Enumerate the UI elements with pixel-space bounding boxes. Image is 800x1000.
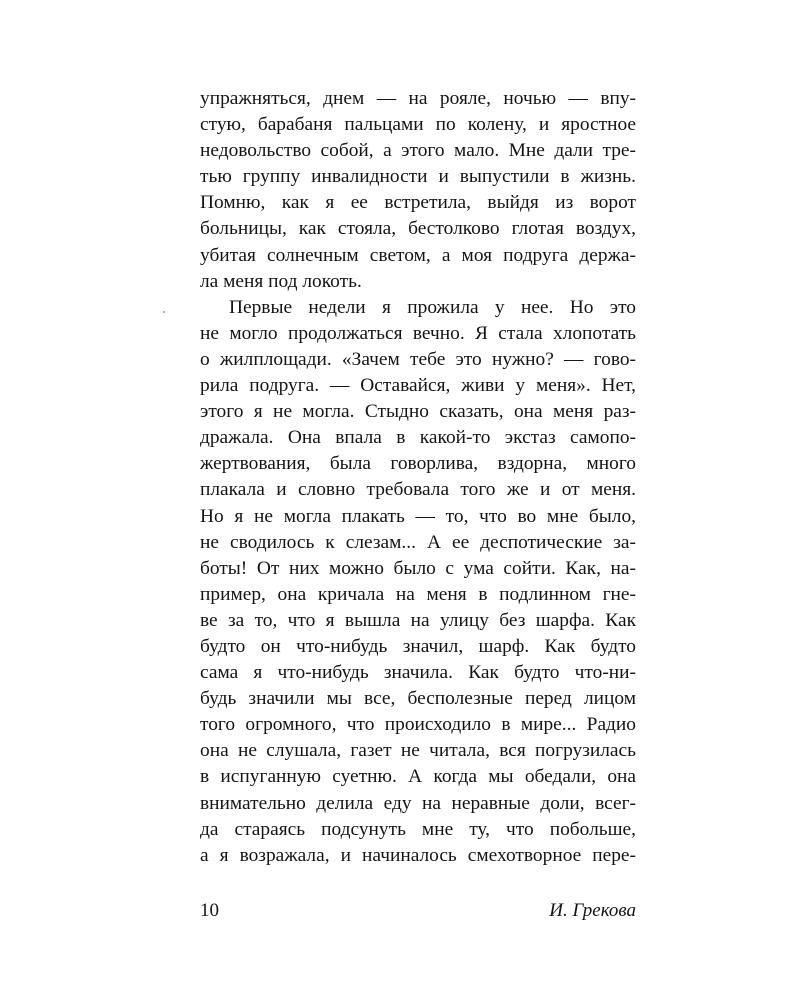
text-line: Помню, как я ее встретила, выйдя из ворот — [200, 192, 636, 214]
text-line: стую, барабаня пальцами по колену, и яростное — [200, 114, 636, 136]
print-speck — [163, 311, 165, 313]
text-line: пример, она кричала на меня в подлинном гне- — [200, 583, 636, 605]
text-line: Но я не могла плакать — то, что во мне было, — [200, 505, 636, 527]
text-line: сама я что-нибудь значила. Как будто что-ни- — [200, 662, 636, 684]
text-line: этого я не могла. Стыдно сказать, она меня раз- — [200, 401, 636, 423]
running-footer-author: И. Грекова — [549, 900, 636, 921]
text-line: рила подруга. — Оставайся, живи у меня». Нет, — [200, 375, 636, 397]
text-line: ве за то, что я вышла на улицу без шарфа. Как — [200, 609, 636, 631]
page-number: 10 — [200, 900, 219, 921]
text-line: она не слушала, газет не читала, вся погрузилась — [200, 740, 636, 762]
text-line: ла меня под локоть. — [200, 270, 362, 292]
text-line: плакала и словно требовала того же и от меня. — [200, 479, 636, 501]
text-line: будто он что-нибудь значил, шарф. Как будто — [200, 635, 636, 657]
text-line: того огромного, что происходило в мире... Радио — [200, 714, 636, 736]
text-line: да стараясь подсунуть мне ту, что побольше, — [200, 818, 636, 840]
text-line: жертвования, была говорлива, вздорна, много — [200, 453, 636, 475]
text-line: Первые недели я прожила у нее. Но это — [229, 296, 636, 318]
text-line: о жилплощади. «Зачем тебе это нужно? — гово- — [200, 348, 636, 370]
text-line: внимательно делила еду на неравные доли, всег- — [200, 792, 636, 814]
text-line: упражняться, днем — на рояле, ночью — впу- — [200, 88, 636, 109]
text-line: не сводилось к слезам... А ее деспотические за- — [200, 531, 636, 553]
text-line: убитая солнечным светом, а моя подруга держа- — [200, 244, 636, 266]
text-line: будь значили мы все, бесполезные перед лицом — [200, 688, 636, 710]
text-line: боты! От них можно было с ума сойти. Как, на- — [200, 557, 636, 579]
text-line: недовольство собой, а этого мало. Мне дали тре- — [200, 140, 636, 162]
text-line: дражала. Она впала в какой-то экстаз самопо- — [200, 427, 636, 449]
text-line: в испуганную суетню. А когда мы обедали, она — [200, 766, 636, 788]
text-line: а я возражала, и начиналось смехотворное пере- — [200, 844, 636, 866]
page-footer — [200, 900, 636, 928]
text-line: больницы, как стояла, бестолково глотая воздух, — [200, 218, 636, 240]
body-text — [200, 86, 636, 869]
text-line: не могло продолжаться вечно. Я стала хлопотать — [200, 322, 636, 344]
text-line: тью группу инвалидности и выпустили в жизнь. — [200, 166, 636, 188]
